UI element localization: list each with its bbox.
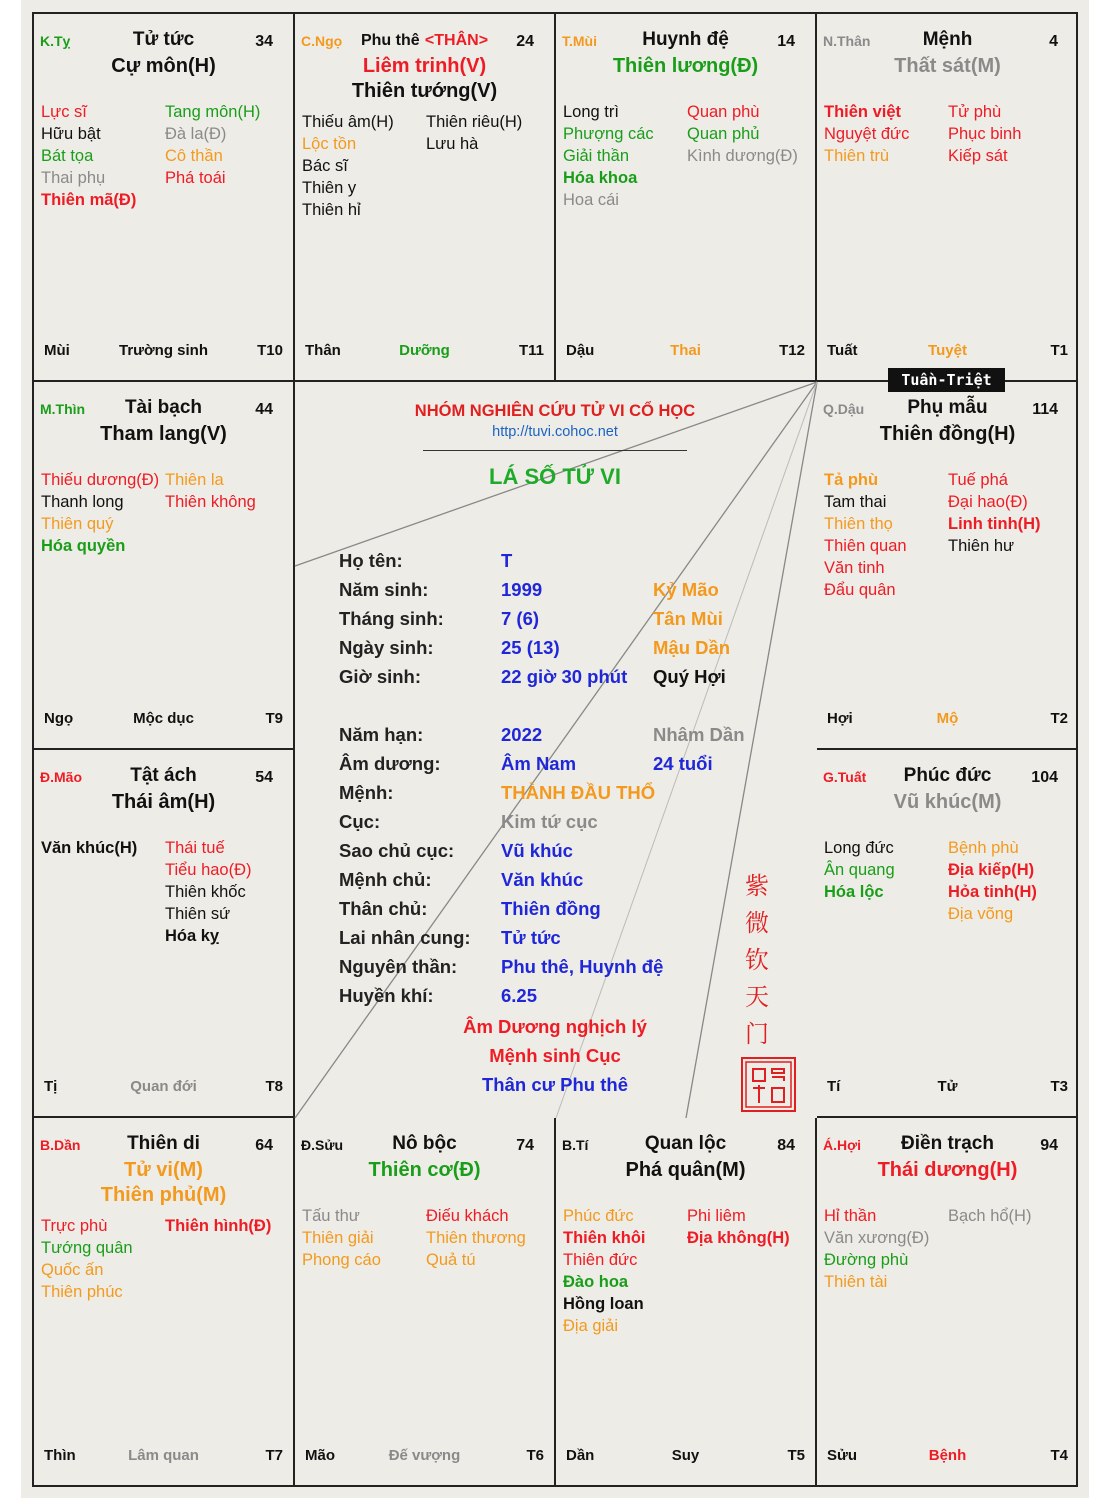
palace-code: T10 [257, 342, 283, 359]
main-star: Tử vi(M) [124, 1159, 203, 1181]
info-extra: 24 tuổi [653, 753, 713, 774]
palace-name: Huynh đệ [642, 29, 729, 50]
minor-star: Đại hao(Đ) [948, 493, 1028, 511]
palace-branch: Sửu [827, 1447, 858, 1464]
minor-star: Kiếp sát [948, 147, 1008, 165]
minor-star: Quan phủ [687, 125, 760, 143]
minor-star: Thiên y [302, 179, 357, 197]
palace-name: Mệnh [922, 29, 973, 50]
palace-code: T7 [265, 1447, 283, 1464]
palace-name: Điền trạch [901, 1133, 994, 1154]
minor-star: Phục binh [948, 125, 1022, 143]
main-star: Thái âm(H) [111, 791, 216, 813]
main-star: Vũ khúc(M) [893, 791, 1002, 813]
minor-star: Văn tinh [824, 559, 885, 577]
info-label: Nguyên thần: [339, 956, 458, 977]
palace-code: T1 [1050, 342, 1068, 359]
seal-stamp-icon [741, 1057, 796, 1112]
info-label: Mệnh chủ: [339, 869, 432, 890]
palace-phase: Dưỡng [399, 342, 450, 359]
minor-star: Phi liêm [687, 1207, 746, 1225]
minor-star: Long trì [563, 103, 619, 121]
minor-star: Thiên hình(Đ) [165, 1217, 272, 1235]
minor-star: Thiên khốc [165, 883, 246, 901]
info-value: 6.25 [501, 985, 538, 1006]
minor-star: Đường phù [824, 1251, 909, 1269]
info-label: Năm hạn: [339, 724, 424, 745]
main-star: Phá quân(M) [625, 1159, 746, 1181]
info-extra: Nhâm Dần [653, 724, 745, 745]
info-value: THÀNH ĐẦU THỔ [501, 782, 656, 803]
palace-branch: Dậu [566, 342, 595, 359]
info-value: 2022 [501, 724, 543, 745]
palace-phase: Bệnh [928, 1447, 967, 1464]
palace-branch: Ngọ [44, 710, 74, 727]
palace-branch: Tí [827, 1078, 841, 1095]
palace-code: T5 [787, 1447, 805, 1464]
palace-phase: Tử [937, 1078, 958, 1095]
info-label: Lai nhân cung: [339, 927, 471, 948]
palace-phase: Suy [671, 1447, 700, 1464]
info-label: Sao chủ cục: [339, 840, 455, 861]
center-info-panel [294, 380, 816, 1117]
minor-star: Tử phù [948, 103, 1002, 121]
minor-star: Thiên hỉ [302, 201, 361, 219]
palace-code: T4 [1050, 1447, 1068, 1464]
minor-star: Thai phụ [41, 169, 106, 187]
palace-code: T9 [265, 710, 283, 727]
palace-stem-branch: Á.Hợi [823, 1137, 861, 1153]
info-extra: Mậu Dần [653, 637, 731, 658]
info-label: Ngày sinh: [339, 637, 434, 658]
minor-star: Thiên thương [426, 1229, 526, 1247]
palace-branch: Thân [305, 342, 341, 359]
minor-star: Thiên quý [41, 515, 114, 533]
palace-phase: Mộ [936, 710, 959, 727]
minor-star: Thiên riêu(H) [426, 113, 523, 131]
minor-star: Linh tinh(H) [948, 515, 1041, 533]
palace-stem-branch: B.Dần [40, 1137, 81, 1153]
info-label: Mệnh: [339, 782, 394, 803]
info-label: Năm sinh: [339, 579, 429, 600]
main-star: Thiên lương(Đ) [612, 55, 759, 77]
minor-star: Quả tú [426, 1251, 476, 1269]
minor-star: Bát tọa [41, 147, 94, 165]
palace-name: Tật ách [130, 765, 197, 786]
minor-star: Điếu khách [426, 1207, 509, 1225]
than-tag: <THÂN> [424, 32, 489, 49]
minor-star: Quan phù [687, 103, 760, 121]
minor-star: Quốc ấn [41, 1261, 104, 1279]
info-label: Tháng sinh: [339, 608, 444, 629]
chart-grid [32, 12, 1078, 1487]
minor-star: Tuế phá [948, 471, 1008, 489]
minor-star: Hóa lộc [824, 883, 884, 901]
minor-star: Hỉ thần [824, 1207, 877, 1225]
minor-star: Hóa kỵ [165, 927, 220, 945]
minor-star: Đào hoa [563, 1273, 629, 1291]
minor-star: Thiếu dương(Đ) [41, 471, 160, 489]
minor-star: Phá toái [165, 169, 226, 187]
palace-stem-branch: N.Thân [823, 33, 871, 49]
minor-star: Thiên thọ [824, 515, 893, 533]
minor-star: Tả phù [824, 471, 879, 489]
info-value: Phu thê, Huynh đệ [501, 956, 664, 977]
minor-star: Lưu hà [426, 135, 479, 153]
palace-name: Quan lộc [644, 1133, 727, 1154]
info-value: 22 giờ 30 phút [501, 666, 628, 687]
info-value: Thiên đồng [501, 898, 601, 919]
minor-star: Thiên giải [302, 1229, 374, 1247]
main-star: Thiên tướng(V) [351, 80, 498, 102]
minor-star: Thái tuế [165, 839, 225, 857]
seal-characters [742, 868, 772, 1053]
minor-star: Thiên không [165, 493, 256, 511]
note-am-duong: Âm Dương nghịch lý [463, 1016, 647, 1037]
palace-phase: Trường sinh [118, 342, 209, 359]
palace-stem-branch: Đ.Sửu [301, 1137, 344, 1153]
palace-code: T6 [526, 1447, 544, 1464]
info-value: Kim tứ cục [501, 811, 598, 832]
tuan-triet-badge: Tuần-Triệt [888, 368, 1005, 392]
minor-star: Long đức [824, 839, 894, 857]
palace-name: Phúc đức [903, 765, 992, 786]
minor-star: Bác sĩ [302, 157, 348, 175]
minor-star: Hỏa tinh(H) [948, 883, 1037, 901]
minor-star: Bệnh phù [948, 839, 1019, 857]
main-star: Thái dương(H) [877, 1159, 1018, 1181]
minor-star: Tướng quân [41, 1239, 133, 1257]
minor-star: Thiên khôi [563, 1229, 646, 1247]
palace-stem-branch: T.Mùi [562, 33, 597, 49]
palace-age: 54 [255, 769, 273, 786]
minor-star: Thiên trù [824, 147, 890, 165]
main-star: Thiên cơ(Đ) [368, 1159, 481, 1181]
seal-char: 天 [745, 983, 769, 1011]
org-title: NHÓM NGHIÊN CỨU TỬ VI CỔ HỌC [414, 402, 696, 420]
palace-code: T2 [1050, 710, 1068, 727]
minor-star: Địa giải [563, 1317, 619, 1335]
palace-phase: Quan đới [130, 1078, 197, 1095]
info-label: Giờ sinh: [339, 666, 422, 687]
palace-stem-branch: M.Thìn [40, 401, 86, 417]
minor-star: Thiên la [165, 471, 224, 489]
palace-branch: Hợi [827, 710, 853, 727]
palace-phase: Đế vượng [388, 1447, 461, 1464]
minor-star: Địa không(H) [687, 1229, 790, 1247]
minor-star: Tấu thư [302, 1207, 360, 1225]
minor-star: Đẩu quân [824, 581, 896, 599]
org-url[interactable]: http://tuvi.cohoc.net [492, 424, 618, 440]
palace-phase: Thai [670, 342, 701, 359]
chart-title: LÁ SỐ TỬ VI [489, 464, 621, 489]
note-menh-cuc: Mệnh sinh Cục [489, 1045, 621, 1066]
seal-char: 紫 [745, 872, 769, 900]
palace-stem-branch: Q.Dậu [823, 401, 865, 417]
palace-age: 94 [1040, 1137, 1058, 1154]
minor-star: Địa võng [948, 905, 1014, 923]
minor-star: Thiên hư [948, 537, 1015, 555]
main-star: Thiên đồng(H) [879, 423, 1016, 445]
minor-star: Thiên mã(Đ) [41, 191, 137, 209]
main-star: Tham lang(V) [100, 423, 227, 445]
palace-stem-branch: G.Tuất [823, 769, 867, 785]
note-than-cu: Thân cư Phu thê [482, 1074, 628, 1095]
palace-branch: Dần [566, 1447, 595, 1464]
minor-star: Phong cáo [302, 1251, 381, 1269]
minor-star: Trực phù [41, 1217, 108, 1235]
info-value: 25 (13) [501, 637, 560, 658]
minor-star: Cô thần [165, 147, 223, 165]
minor-star: Phúc đức [563, 1207, 634, 1225]
minor-star: Ân quang [824, 861, 895, 879]
palace-code: T12 [779, 342, 805, 359]
palace-age: 104 [1031, 769, 1058, 786]
palace-code: T11 [518, 342, 544, 359]
palace-branch: Mùi [44, 342, 70, 359]
seal-char: 门 [745, 1020, 769, 1048]
palace-name: Phụ mẫu [907, 397, 988, 418]
info-value: Âm Nam [501, 753, 577, 774]
minor-star: Bạch hổ(H) [948, 1207, 1032, 1225]
palace-branch: Mão [305, 1447, 335, 1464]
palace-name: Thiên di [127, 1133, 200, 1154]
main-star: Thiên phủ(M) [100, 1184, 227, 1206]
minor-star: Giải thần [563, 147, 630, 165]
palace-branch: Tị [44, 1078, 58, 1095]
minor-star: Tam thai [824, 493, 887, 511]
palace-stem-branch: C.Ngọ [301, 33, 343, 49]
minor-star: Đà la(Đ) [165, 125, 227, 143]
palace-branch: Tuất [827, 342, 858, 359]
minor-star: Thiên quan [824, 537, 907, 555]
info-label: Thân chủ: [339, 898, 428, 919]
info-value: 7 (6) [501, 608, 540, 629]
minor-star: Thiên đức [563, 1251, 638, 1269]
minor-star: Thiên tài [824, 1273, 888, 1291]
palace-age: 64 [255, 1137, 273, 1154]
minor-star: Nguyệt đức [824, 125, 910, 143]
palace-age: 34 [255, 33, 273, 50]
info-label: Họ tên: [339, 550, 403, 571]
minor-star: Thanh long [41, 493, 124, 511]
info-value: Văn khúc [501, 869, 584, 890]
minor-star: Hồng loan [563, 1295, 644, 1313]
palace-age: 24 [516, 33, 534, 50]
palace-name: Tử tức [132, 29, 195, 50]
main-star: Cự môn(H) [111, 55, 216, 77]
minor-star: Lực sĩ [41, 103, 87, 121]
minor-star: Tiểu hao(Đ) [165, 861, 252, 879]
minor-star: Thiếu âm(H) [302, 113, 394, 131]
info-extra: Quý Hợi [653, 666, 726, 687]
palace-phase: Tuyệt [928, 342, 967, 359]
minor-star: Địa kiếp(H) [948, 861, 1035, 879]
palace-branch: Thìn [44, 1447, 76, 1464]
palace-phase: Lâm quan [128, 1447, 199, 1464]
minor-star: Hữu bật [41, 125, 101, 143]
info-value: Tử tức [501, 927, 561, 948]
minor-star: Tang môn(H) [165, 103, 261, 121]
palace-name: Nô bộc [392, 1133, 457, 1154]
info-value: 1999 [501, 579, 543, 600]
palace-age: 84 [777, 1137, 795, 1154]
palace-name: Phu thê <THÂN> [360, 32, 489, 49]
minor-star: Lộc tồn [302, 135, 357, 153]
minor-star: Văn khúc(H) [41, 839, 138, 857]
info-value: Vũ khúc [501, 840, 573, 861]
palace-age: 114 [1032, 401, 1058, 418]
main-star: Thất sát(M) [894, 55, 1001, 77]
minor-star: Hóa khoa [563, 169, 638, 187]
minor-star: Hóa quyền [41, 537, 126, 555]
minor-star: Phượng các [563, 125, 654, 143]
palace-code: T8 [265, 1078, 283, 1095]
minor-star: Thiên sứ [165, 905, 231, 923]
info-label: Âm dương: [339, 753, 441, 774]
palace-stem-branch: Đ.Mão [40, 769, 82, 785]
divider [423, 450, 687, 451]
info-extra: Kỷ Mão [653, 579, 719, 600]
seal-char: 钦 [745, 946, 769, 974]
main-star: Liêm trinh(V) [362, 55, 487, 77]
palace-age: 14 [777, 33, 795, 50]
palace-code: T3 [1050, 1078, 1068, 1095]
palace-phase: Mộc dục [133, 710, 194, 727]
minor-star: Hoa cái [563, 191, 619, 209]
palace-name: Tài bạch [124, 397, 203, 418]
info-value: T [501, 550, 513, 571]
palace-age: 4 [1049, 33, 1058, 50]
info-label: Cục: [339, 811, 381, 832]
info-extra: Tân Mùi [653, 608, 723, 629]
palace-age: 44 [255, 401, 273, 418]
palace-stem-branch: B.Tí [562, 1137, 589, 1153]
palace-stem-branch: K.Tỵ [40, 33, 71, 49]
minor-star: Kình dương(Đ) [687, 147, 798, 165]
minor-star: Văn xương(Đ) [824, 1229, 930, 1247]
palace-age: 74 [516, 1137, 534, 1154]
minor-star: Thiên việt [824, 103, 902, 121]
info-label: Huyền khí: [339, 985, 434, 1006]
minor-star: Thiên phúc [41, 1283, 123, 1301]
seal-char: 微 [745, 909, 769, 937]
